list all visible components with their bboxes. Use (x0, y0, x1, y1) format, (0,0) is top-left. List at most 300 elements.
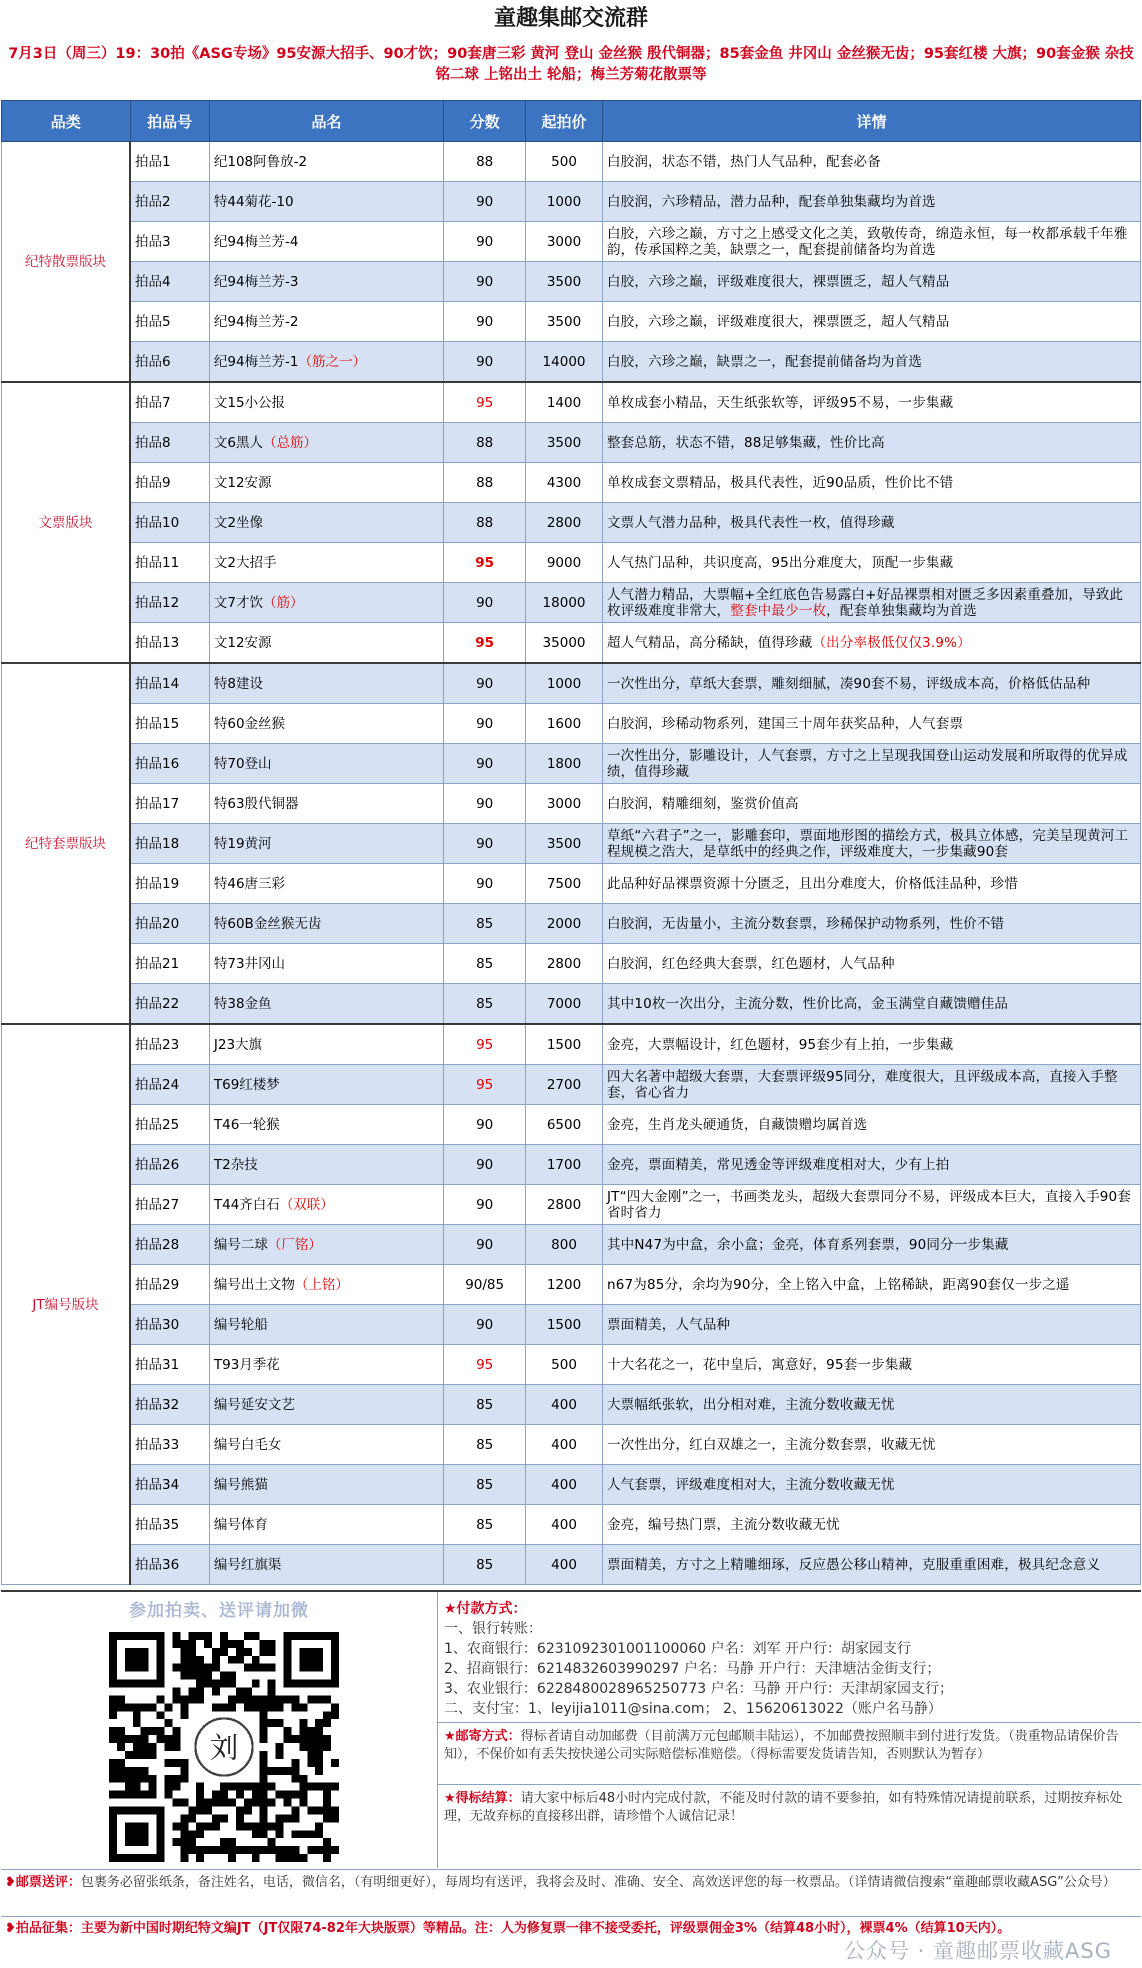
footer (1, 1590, 1141, 1968)
stamp-name (209, 1505, 443, 1545)
lot-number: 拍品31 (130, 1345, 209, 1385)
lot-number: 拍品25 (130, 1105, 209, 1145)
starting-price: 7500 (526, 864, 603, 904)
table-row (2, 704, 1141, 744)
payment-heading: ★付款方式： (444, 1601, 527, 1617)
stamp-name-text: T93月季花 (213, 1356, 280, 1373)
detail-main: 票面精美，方寸之上精雕细琢，反应愚公移山精神，克服重重困难，极具纪念意义 (606, 1556, 1101, 1573)
stamp-name (209, 704, 443, 744)
header-category: 品类 (2, 101, 131, 142)
lot-number: 拍品15 (130, 704, 209, 744)
grade-score: 90 (444, 663, 526, 704)
detail-main: 白胶润，精雕细刻，鉴赏价值高 (606, 795, 799, 812)
detail-text (602, 1145, 1140, 1185)
grade-score: 85 (444, 984, 526, 1025)
stamp-name-text: 特60金丝猴 (213, 715, 286, 732)
stamp-name (209, 623, 443, 664)
table-row (2, 302, 1141, 342)
stamp-name-text: T69红楼梦 (213, 1076, 280, 1093)
starting-price: 500 (526, 142, 603, 182)
detail-main: 一次性出分，影雕设计，人气套票，方寸之上呈现我国登山运动发展和所取得的优异成绩，值得珍藏 (606, 747, 1128, 780)
stamp-name (209, 824, 443, 864)
lot-number: 拍品27 (130, 1185, 209, 1225)
detail-main: 人气热门品种，共识度高，95出分难度大，顶配一步集藏 (606, 554, 954, 571)
table-row (2, 1065, 1141, 1105)
detail-main: 票面精美，人气品种 (606, 1316, 731, 1333)
stamp-name-text: 编号红旗渠 (213, 1556, 282, 1573)
table-row (2, 984, 1141, 1025)
table-row (2, 463, 1141, 503)
starting-price: 7000 (526, 984, 603, 1025)
detail-text (602, 944, 1140, 984)
table-row (2, 262, 1141, 302)
stamp-name (209, 1385, 443, 1425)
lot-number: 拍品32 (130, 1385, 209, 1425)
starting-price: 400 (526, 1465, 603, 1505)
stamp-name (209, 302, 443, 342)
detail-text (602, 663, 1140, 704)
stamp-name-text: 纪94梅兰芳-4 (213, 233, 299, 250)
table-row (2, 1185, 1141, 1225)
detail-main: 一次性出分，红白双雄之一，主流分数套票，收藏无忧 (606, 1436, 936, 1453)
stamp-name-text: 特44菊花-10 (213, 193, 294, 210)
stamp-name-text: 编号轮船 (213, 1316, 268, 1333)
lot-number: 拍品7 (130, 382, 209, 423)
lot-number: 拍品11 (130, 543, 209, 583)
table-row (2, 222, 1141, 262)
lot-number: 拍品5 (130, 302, 209, 342)
table-row (2, 423, 1141, 463)
stamp-name (209, 744, 443, 784)
divider (438, 1784, 1141, 1785)
collect-heading: ❥拍品征集： (5, 1921, 81, 1936)
grade-score: 90 (444, 1105, 526, 1145)
lot-number: 拍品14 (130, 663, 209, 704)
stamp-name-text: 纪94梅兰芳-1 (213, 353, 299, 370)
stamp-name-text: 文15小公报 (213, 394, 286, 411)
grade-score: 90 (444, 1185, 526, 1225)
grade-score: 90 (444, 704, 526, 744)
table-row (2, 1225, 1141, 1265)
lot-number: 拍品30 (130, 1305, 209, 1345)
stamp-name (209, 1145, 443, 1185)
detail-text (602, 1105, 1140, 1145)
grade-score: 95 (444, 1345, 526, 1385)
detail-text (602, 744, 1140, 784)
header-lot: 拍品号 (130, 101, 209, 142)
bank-account-3: 3、农业银行：6228480028965250773 户名：马静 开户行：天津胡家园支行； (444, 1681, 954, 1697)
table-row (2, 1024, 1141, 1065)
header-detail: 详情 (602, 101, 1140, 142)
starting-price: 1800 (526, 744, 603, 784)
detail-highlight: （出分率极低仅仅3.9%） (812, 634, 971, 651)
detail-main: 金亮，生肖龙头硬通货，自藏馈赠均属首选 (606, 1116, 868, 1133)
detail-text (602, 1265, 1140, 1305)
grade-score: 90 (444, 824, 526, 864)
detail-text (602, 1225, 1140, 1265)
mail-info (444, 1728, 1134, 1764)
detail-text (602, 262, 1140, 302)
starting-price: 2700 (526, 1065, 603, 1105)
detail-highlight: 整套中最少一枚 (730, 602, 827, 619)
alipay-info: 二、支付宝：1、leyijia1011@sina.com； 2、15620613022（账户名马静） (444, 1701, 942, 1717)
detail-main: 文票人气潜力品种，极具代表性一枚，值得珍藏 (606, 514, 895, 531)
starting-price: 35000 (526, 623, 603, 664)
stamp-name (209, 1225, 443, 1265)
detail-text (602, 784, 1140, 824)
starting-price: 800 (526, 1225, 603, 1265)
stamp-name (209, 182, 443, 222)
table-row (2, 1265, 1141, 1305)
detail-text (602, 423, 1140, 463)
detail-main: 超人气精品，高分稀缺，值得珍藏 (606, 634, 813, 651)
stamp-name-text: 特19黄河 (213, 835, 272, 852)
lot-number: 拍品6 (130, 342, 209, 383)
stamp-name-text: 特73井冈山 (213, 955, 286, 972)
table-row (2, 663, 1141, 704)
review-text: 包裹务必留张纸条，备注姓名，电话，微信名，（有明细更好），每周均有送评，我将会及时、准确、安全、高效送评您的每一枚票品。（详情请微信搜索“童趣邮票收藏ASG”公众号） (80, 1875, 1116, 1890)
grade-score: 90 (444, 583, 526, 623)
category-cell: 纪特散票版块 (2, 142, 131, 383)
stamp-name-text: 特8建设 (213, 675, 263, 692)
divider (1, 1916, 1141, 1917)
stamp-name-text: 纪94梅兰芳-3 (213, 273, 299, 290)
table-row (2, 503, 1141, 543)
lot-number: 拍品17 (130, 784, 209, 824)
starting-price: 1000 (526, 182, 603, 222)
table-row (2, 1545, 1141, 1585)
grade-score: 90 (444, 744, 526, 784)
detail-text (602, 302, 1140, 342)
stamp-name-text: 文7才饮 (213, 594, 263, 611)
starting-price: 1700 (526, 1145, 603, 1185)
stamp-name (209, 663, 443, 704)
table-row (2, 623, 1141, 664)
lot-number: 拍品12 (130, 583, 209, 623)
mail-text: 得标者请自动加邮费（目前满万元包邮顺丰陆运），不加邮费按照顺丰到付进行发货。（贵重物品请保价告知），不保价如有丢失按快递公司实际赔偿标准赔偿。（得标需要发货请告知，否则默认为暂存） (444, 1729, 1119, 1762)
table-header (2, 101, 1141, 142)
detail-main: 金亮，票面精美，常见透金等评级难度相对大，少有上拍 (606, 1156, 950, 1173)
review-info (5, 1874, 1137, 1892)
detail-main: 草纸“六君子”之一，影雕套印，票面地形图的描绘方式，极具立体感，完美呈现黄河工程规模之浩大，是草纸中的经典之作，评级难度大，一步集藏90套 (606, 827, 1129, 860)
detail-text (602, 342, 1140, 383)
starting-price: 3500 (526, 262, 603, 302)
stamp-name (209, 1065, 443, 1105)
lot-number: 拍品18 (130, 824, 209, 864)
starting-price: 4300 (526, 463, 603, 503)
lot-number: 拍品35 (130, 1505, 209, 1545)
detail-text (602, 1305, 1140, 1345)
starting-price: 1000 (526, 663, 603, 704)
table-row (2, 1345, 1141, 1385)
starting-price: 1600 (526, 704, 603, 744)
wechat-qr-code[interactable] (109, 1632, 339, 1862)
grade-score: 90 (444, 1225, 526, 1265)
stamp-name (209, 342, 443, 383)
stamp-name-text: 特38金鱼 (213, 995, 272, 1012)
stamp-name (209, 222, 443, 262)
lot-number: 拍品33 (130, 1425, 209, 1465)
lot-number: 拍品19 (130, 864, 209, 904)
grade-score: 90 (444, 222, 526, 262)
auction-subtitle: 7月3日（周三）19：30拍《ASG专场》95安源大招手、90才饮；90套唐三彩 黄河 登山 金丝猴 殷代铜器；85套金鱼 井冈山 金丝猴无齿；95套红楼 大旗；90套金猴 杂技 铭二球 上铭出土 轮船；梅兰芳菊花散票等 (8, 46, 1134, 83)
detail-main: 单枚成套小精品，天生纸张软等，评级95不易，一步集藏 (606, 394, 954, 411)
lot-number: 拍品24 (130, 1065, 209, 1105)
starting-price: 400 (526, 1385, 603, 1425)
detail-text (602, 142, 1140, 182)
lot-number: 拍品10 (130, 503, 209, 543)
lot-number: 拍品3 (130, 222, 209, 262)
divider (1, 1869, 1141, 1870)
grade-score: 95 (444, 382, 526, 423)
detail-main: 四大名著中超级大套票，大套票评级95同分，难度很大，且评级成本高，直接入手整套，省心省力 (606, 1068, 1118, 1101)
starting-price: 3000 (526, 222, 603, 262)
stamp-name (209, 1345, 443, 1385)
settle-info (444, 1790, 1134, 1826)
lot-number: 拍品26 (130, 1145, 209, 1185)
grade-score: 85 (444, 1425, 526, 1465)
table-row (2, 1465, 1141, 1505)
starting-price: 6500 (526, 1105, 603, 1145)
detail-main: 十大名花之一，花中皇后，寓意好，95套一步集藏 (606, 1356, 913, 1373)
grade-score: 85 (444, 1545, 526, 1585)
review-heading: ❥邮票送评： (5, 1875, 81, 1890)
lot-number: 拍品20 (130, 904, 209, 944)
stamp-name (209, 1185, 443, 1225)
detail-main: 白胶润，状态不错，热门人气品种，配套必备 (606, 153, 881, 170)
detail-main: 人气套票，评级难度相对大，主流分数收藏无忧 (606, 1476, 895, 1493)
divider (438, 1722, 1141, 1723)
detail-main: n67为85分，余均为90分，全上铭入中盒，上铭稀缺，距离90套仅一步之遥 (606, 1276, 1070, 1293)
detail-text (602, 543, 1140, 583)
starting-price: 3000 (526, 784, 603, 824)
detail-text (602, 1065, 1140, 1105)
starting-price: 18000 (526, 583, 603, 623)
table-row (2, 543, 1141, 583)
detail-main: 白胶，六珍之巅，缺票之一，配套提前储备均为首选 (606, 353, 923, 370)
stamp-name-text: T46一轮猴 (213, 1116, 280, 1133)
detail-main: 整套总筋，状态不错，88足够集藏，性价比高 (606, 434, 885, 451)
stamp-name-text: 文12安源 (213, 634, 272, 651)
detail-main: 单枚成套文票精品，极具代表性，近90品质，性价比不错 (606, 474, 954, 491)
grade-score: 90 (444, 302, 526, 342)
detail-main: 一次性出分，草纸大套票，雕刻细腻，凑90套不易，评级成本高，价格低估品种 (606, 675, 1091, 692)
starting-price: 14000 (526, 342, 603, 383)
stamp-note: （筋） (262, 594, 304, 611)
stamp-note: （双联） (279, 1196, 334, 1213)
table-row (2, 1145, 1141, 1185)
lot-number: 拍品36 (130, 1545, 209, 1585)
starting-price: 500 (526, 1345, 603, 1385)
detail-text (602, 904, 1140, 944)
grade-score: 85 (444, 1465, 526, 1505)
stamp-name (209, 1305, 443, 1345)
lot-number: 拍品2 (130, 182, 209, 222)
lot-number: 拍品23 (130, 1024, 209, 1065)
starting-price: 1400 (526, 382, 603, 423)
lot-number: 拍品28 (130, 1225, 209, 1265)
detail-text (602, 1185, 1140, 1225)
settle-heading: ★得标结算： (444, 1791, 521, 1806)
grade-score: 95 (444, 1065, 526, 1105)
stamp-name (209, 1105, 443, 1145)
detail-text (602, 382, 1140, 423)
stamp-name (209, 904, 443, 944)
table-row (2, 1385, 1141, 1425)
collect-text: 主要为新中国时期纪特文编JT（JT仅限74-82年大块版票）等精品。注：人为修复票一律不接受委托，评级票佣金3%（结算48小时），裸票4%（结算10天内）。 (80, 1921, 1011, 1936)
stamp-name-text: 文6黑人 (213, 434, 263, 451)
detail-text (602, 623, 1140, 664)
stamp-name (209, 1545, 443, 1585)
detail-main: 其中10枚一次出分，主流分数，性价比高，金玉满堂自藏馈赠佳品 (606, 995, 1009, 1012)
stamp-name (209, 583, 443, 623)
lot-number: 拍品4 (130, 262, 209, 302)
grade-score: 85 (444, 1385, 526, 1425)
bank-account-2: 2、招商银行：6214832603990297 户名：马静 开户行：天津塘沽金街支行； (444, 1661, 941, 1677)
category-cell: JT编号版块 (2, 1024, 131, 1585)
lot-number: 拍品16 (130, 744, 209, 784)
detail-main: 白胶润，珍稀动物系列，建国三十周年获奖品种，人气套票 (606, 715, 964, 732)
page-title: 童趣集邮交流群 (493, 6, 648, 31)
stamp-name-text: J23大旗 (213, 1036, 263, 1053)
detail-main: 大票幅纸张软，出分相对难，主流分数收藏无忧 (606, 1396, 895, 1413)
stamp-name-text: 文2大招手 (213, 554, 277, 571)
detail-text (602, 1465, 1140, 1505)
stamp-note: （筋之一） (298, 353, 367, 370)
lot-number: 拍品21 (130, 944, 209, 984)
detail-main: JT“四大金刚”之一，书画类龙头，超级大套票同分不易，评级成本巨大，直接入手90套省时省力 (606, 1188, 1132, 1221)
detail-main: 白胶，六珍之巅，评级难度很大，裸票匮乏，超人气精品 (606, 313, 950, 330)
starting-price: 1200 (526, 1265, 603, 1305)
grade-score: 90 (444, 262, 526, 302)
stamp-name (209, 503, 443, 543)
stamp-name (209, 984, 443, 1025)
grade-score: 88 (444, 463, 526, 503)
grade-score: 88 (444, 142, 526, 182)
starting-price: 2000 (526, 904, 603, 944)
stamp-name-text: 特63殷代铜器 (213, 795, 299, 812)
stamp-name-text: 编号二球 (213, 1236, 268, 1253)
stamp-name-text: T44齐白石 (213, 1196, 280, 1213)
lot-number: 拍品22 (130, 984, 209, 1025)
detail-text (602, 984, 1140, 1025)
grade-score: 88 (444, 423, 526, 463)
starting-price: 2800 (526, 1185, 603, 1225)
grade-score: 90 (444, 182, 526, 222)
table-row (2, 904, 1141, 944)
stamp-name-text: 编号出土文物 (213, 1276, 295, 1293)
detail-main: 此品种好品裸票资源十分匮乏，且出分难度大，价格低洼品种，珍惜 (606, 875, 1018, 892)
detail-text (602, 1345, 1140, 1385)
detail-main: 白胶，六珍之巅，评级难度很大，裸票匮乏，超人气精品 (606, 273, 950, 290)
grade-score: 85 (444, 904, 526, 944)
lot-number: 拍品8 (130, 423, 209, 463)
starting-price: 400 (526, 1545, 603, 1585)
qr-avatar-text: 刘 (209, 1730, 239, 1765)
detail-text (602, 1505, 1140, 1545)
grade-score: 95 (444, 623, 526, 664)
grade-score: 90 (444, 1145, 526, 1185)
stamp-name-text: 特46唐三彩 (213, 875, 286, 892)
stamp-name-text: 编号体育 (213, 1516, 268, 1533)
table-row (2, 142, 1141, 182)
stamp-name-text: 特70登山 (213, 755, 272, 772)
starting-price: 2800 (526, 503, 603, 543)
detail-text (602, 182, 1140, 222)
stamp-name (209, 463, 443, 503)
detail-text (602, 1545, 1140, 1585)
detail-text (602, 1024, 1140, 1065)
grade-score: 90 (444, 1305, 526, 1345)
table-row (2, 1105, 1141, 1145)
starting-price: 3500 (526, 423, 603, 463)
qr-section (1, 1592, 438, 1868)
table-row (2, 342, 1141, 383)
stamp-name (209, 864, 443, 904)
stamp-name (209, 1024, 443, 1065)
stamp-name-text: 特60B金丝猴无齿 (213, 915, 322, 932)
grade-score: 90 (444, 342, 526, 383)
settle-text: 请大家中标后48小时内完成付款，不能及时付款的请不要参拍，如有特殊情况请提前联系，过期按弃标处理，无故弃标的直接移出群，请珍惜个人诚信记录！ (444, 1791, 1123, 1824)
stamp-name (209, 262, 443, 302)
detail-main: 白胶，六珍之巅，方寸之上感受文化之美，致敬传奇，绵造永恒，每一枚都承载千年雅韵，传承国粹之美，缺票之一，配套提前储备均为首选 (606, 225, 1128, 258)
table-row (2, 1425, 1141, 1465)
table-row (2, 944, 1141, 984)
stamp-name-text: 纪94梅兰芳-2 (213, 313, 299, 330)
table-row (2, 182, 1141, 222)
table-row (2, 1505, 1141, 1545)
bank-title: 一、银行转账： (444, 1621, 542, 1637)
detail-main: 白胶润，红色经典大套票，红色题材，人气品种 (606, 955, 895, 972)
starting-price: 3500 (526, 302, 603, 342)
starting-price: 400 (526, 1425, 603, 1465)
starting-price: 3500 (526, 824, 603, 864)
category-cell: 纪特套票版块 (2, 663, 131, 1024)
starting-price: 2800 (526, 944, 603, 984)
stamp-name-text: T2杂技 (213, 1156, 258, 1173)
lot-number: 拍品9 (130, 463, 209, 503)
header-score: 分数 (444, 101, 526, 142)
lot-number: 拍品29 (130, 1265, 209, 1305)
table-row (2, 1305, 1141, 1345)
lot-number: 拍品1 (130, 142, 209, 182)
stamp-name (209, 784, 443, 824)
detail-text (602, 583, 1140, 623)
starting-price: 400 (526, 1505, 603, 1545)
detail-main: 其中N47为中盒，余小盒；金亮，体育系列套票，90同分一步集藏 (606, 1236, 1009, 1253)
detail-text (602, 704, 1140, 744)
table-row (2, 583, 1141, 623)
grade-score: 85 (444, 1505, 526, 1545)
stamp-note: （厂铭） (267, 1236, 322, 1253)
detail-text (602, 503, 1140, 543)
bank-account-1: 1、农商银行：6231092301001100060 户名：刘军 开户行：胡家园支行 (444, 1641, 912, 1657)
detail-text (602, 1425, 1140, 1465)
stamp-name (209, 1465, 443, 1505)
grade-score: 85 (444, 944, 526, 984)
table-row (2, 784, 1141, 824)
stamp-name-text: 编号延安文艺 (213, 1396, 295, 1413)
qr-title: 参加拍卖、送评请加微 (129, 1601, 309, 1621)
detail-text (602, 824, 1140, 864)
watermark: 公众号 · 童趣邮票收藏ASG (844, 1939, 1112, 1963)
starting-price: 9000 (526, 543, 603, 583)
detail-text (602, 463, 1140, 503)
detail-main: 人气潜力精品，大票幅+全红底色告易露白+好品裸票相对匮乏多因素重叠加，导致此枚评级难度非常大， (606, 586, 1124, 619)
lot-number: 拍品13 (130, 623, 209, 664)
stamp-name (209, 1265, 443, 1305)
header-price: 起拍价 (526, 101, 603, 142)
